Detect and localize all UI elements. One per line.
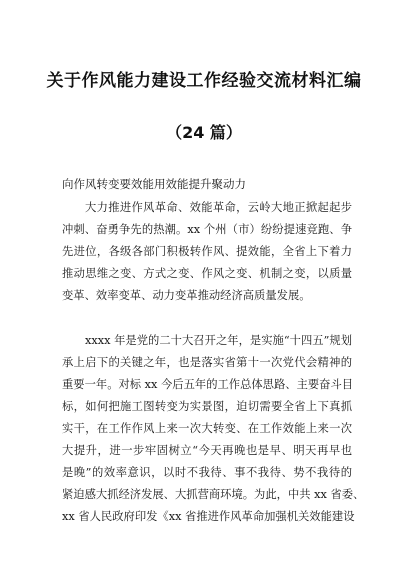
paragraph-line: 紧迫感大抓经济发展、大抓营商环境。为此，中共 xx 省委、 xyxy=(62,488,365,501)
paragraph-line: xxxx 年是党的二十大召开之年，是实施“十四五”规划 xyxy=(85,334,352,347)
paragraph-line: 大提升，进一步牢固树立“今天再晚也是早、明天再早也 xyxy=(62,444,352,457)
paragraph-line: 先进位，各级各部门积极转作风、提效能，全省上下着力 xyxy=(62,245,352,258)
paragraph-line: xx 省人民政府印发《xx 省推进作风革命加强机关效能建设 xyxy=(62,510,355,523)
paragraph-line: 大力推进作风革命、效能革命，云岭大地正掀起起步 xyxy=(85,201,352,214)
paragraph-line: 推动思维之变、方式之变、作风之变、机制之变，以质量 xyxy=(62,267,352,280)
section-heading: 向作风转变要效能用效能提升聚动力 xyxy=(62,177,246,191)
paragraph-1 xyxy=(62,197,352,307)
paragraph-line: 变革、效率变革、动力变革推动经济高质量发展。 xyxy=(62,289,311,302)
paragraph-line: 冲刺、奋勇争先的热潮。xx 个州（市）纷纷提速竞跑、争 xyxy=(62,223,352,236)
paragraph-line: 是晚”的效率意识，以时不我待、事不我待、势不我待的 xyxy=(62,466,352,479)
paragraph-line: 实干，在工作作风上来一次大转变、在工作效能上来一次 xyxy=(62,422,352,435)
paragraph-line: 重要一年。对标 xx 今后五年的工作总体思路、主要奋斗目 xyxy=(62,378,354,391)
paragraph-2 xyxy=(62,330,365,528)
document-title: 关于作风能力建设工作经验交流材料汇编 xyxy=(46,71,362,91)
paragraph-line: 标，如何把施工图转变为实景图，迫切需要全省上下真抓 xyxy=(62,400,352,413)
document-subtitle: （24 篇） xyxy=(166,123,242,142)
paragraph-line: 承上启下的关键之年，也是落实省第十一次党代会精神的 xyxy=(62,356,352,369)
